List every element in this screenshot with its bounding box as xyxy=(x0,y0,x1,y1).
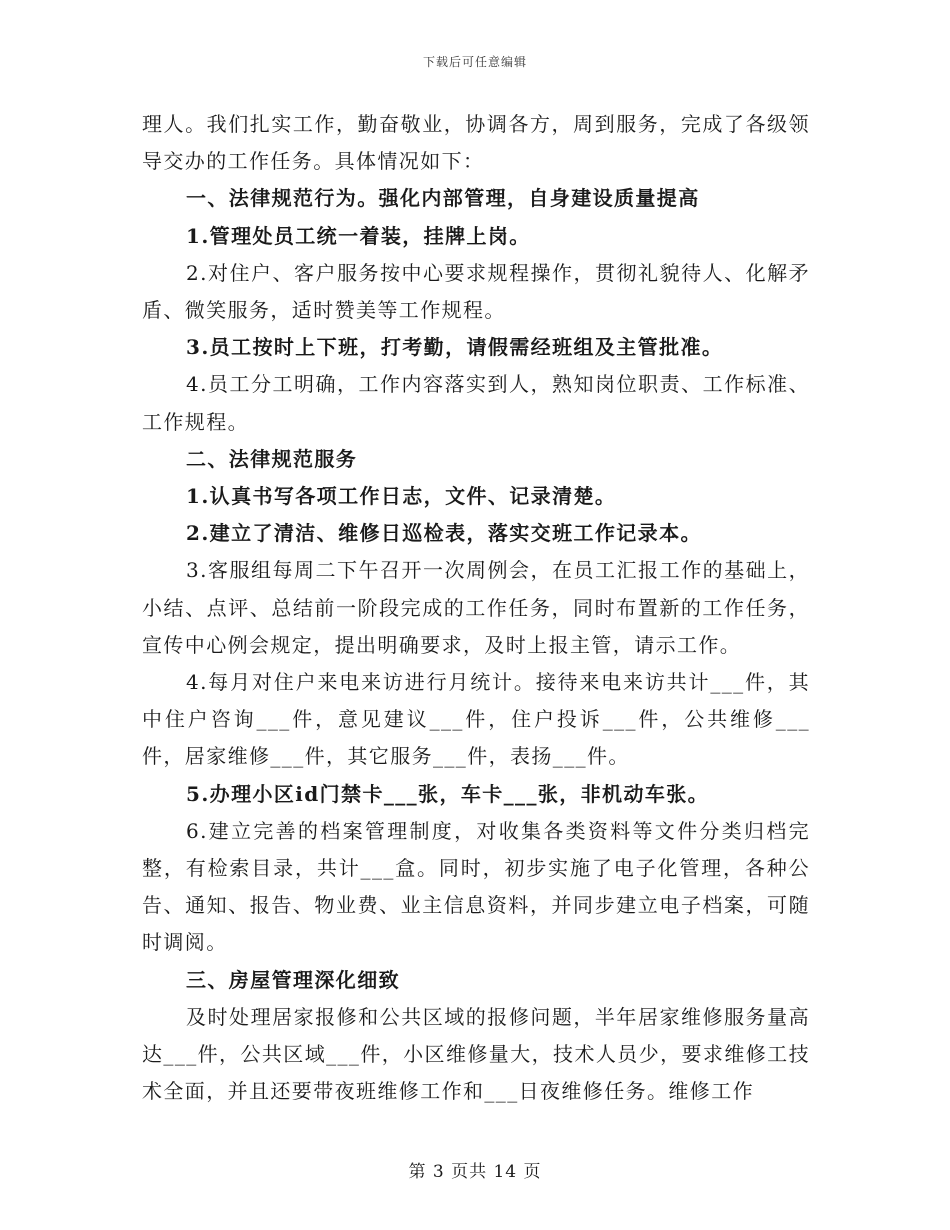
paragraph: 理人。我们扎实工作，勤奋敬业，协调各方，周到服务，完成了各级领导交办的工作任务。具体情况如下： xyxy=(142,112,810,174)
list-item: 6.建立完善的档案管理制度，对收集各类资料等文件分类归档完整，有检索目录，共计___盒。同时，初步实施了电子化管理，各种公告、通知、报告、物业费、业主信息资料，并同步建立电子档案，可随时调阅。 xyxy=(142,818,810,955)
document-body xyxy=(142,106,810,1110)
list-item: 5.办理小区id门禁卡___张，车卡___张，非机动车张。 xyxy=(186,781,710,806)
section-heading: 二、法律规范服务 xyxy=(186,446,358,471)
list-item: 2.对住户、客户服务按中心要求规程操作，贯彻礼貌待人、化解矛盾、微笑服务，适时赞美等工作规程。 xyxy=(142,260,810,323)
section-heading: 一、法律规范行为。强化内部管理，自身建设质量提高 xyxy=(186,186,700,211)
paragraph: 及时处理居家报修和公共区域的报修问题，半年居家维修服务量高达___件，公共区域___件，小区维修量大，技术人员少，要求维修工技术全面，并且还要带夜班维修工作和___日夜维修任务。维修工作 xyxy=(142,1004,810,1104)
list-item: 2.建立了清洁、维修日巡检表，落实交班工作记录本。 xyxy=(186,521,702,546)
list-item: 4.每月对住户来电来访进行月统计。接待来电来访共计___件，其中住户咨询___件，意见建议___件，住户投诉___件，公共维修___件，居家维修___件，其它服务___件，表扬___件。 xyxy=(142,670,810,769)
list-item: 1.管理处员工统一着装，挂牌上岗。 xyxy=(186,223,531,248)
list-item: 1.认真书写各项工作日志，文件、记录清楚。 xyxy=(186,484,617,509)
list-item: 3.员工按时上下班，打考勤，请假需经班组及主管批准。 xyxy=(186,335,724,360)
list-item: 3.客服组每周二下午召开一次周例会，在员工汇报工作的基础上，小结、点评、总结前一阶段完成的工作任务，同时布置新的工作任务，宣传中心例会规定，提出明确要求，及时上报主管，请示工作。 xyxy=(142,558,810,657)
list-item: 4.员工分工明确，工作内容落实到人，熟知岗位职责、工作标准、工作规程。 xyxy=(142,372,810,434)
page-header: 下载后可任意编辑 xyxy=(422,55,527,69)
page-number: 第 3 页共 14 页 xyxy=(408,1162,542,1182)
section-heading: 三、房屋管理深化细致 xyxy=(186,967,400,992)
